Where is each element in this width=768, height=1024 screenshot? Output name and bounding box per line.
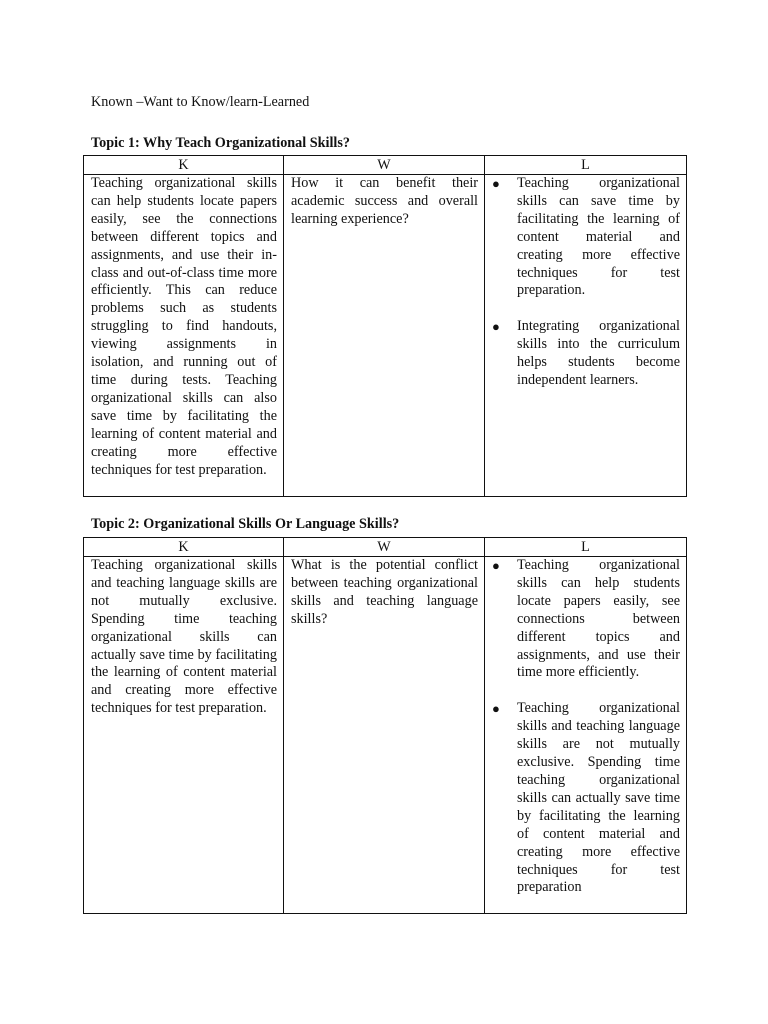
list-item [492, 700, 680, 897]
column-header-learned: L [485, 538, 687, 557]
topic-1-heading: Topic 1: Why Teach Organizational Skills? [91, 135, 350, 151]
list-item-text: Teaching organizational skills can save time by facilitating the learning of content material and creating more effective techniques for test preparation. [517, 175, 680, 299]
table-row [84, 557, 687, 914]
topic-1-kwl-table [83, 155, 687, 497]
table-row [84, 175, 687, 497]
known-cell: Teaching organizational skills and teaching language skills are not mutually exclusive. Spending time teaching organizational skills can actually save time by facilitating the learning of content material and creating more effective techniques for test preparation. [84, 557, 284, 914]
column-header-known: K [84, 156, 284, 175]
column-header-learned: L [485, 156, 687, 175]
list-item-text: Teaching organizational skills and teaching language skills are not mutually exclusive. Spending time teaching organizational skills can actually save time by facilitating the learning of content material and creating more effective techniques for test preparation [517, 700, 680, 896]
list-item [492, 175, 680, 300]
table-header-row [84, 156, 687, 175]
learned-cell [485, 557, 687, 914]
list-item [492, 557, 680, 682]
want-cell: What is the potential conflict between teaching organizational skills and teaching language skills? [284, 557, 485, 914]
learned-cell [485, 175, 687, 497]
learned-list [492, 557, 680, 897]
column-header-want: W [284, 538, 485, 557]
topic-2-heading: Topic 2: Organizational Skills Or Language Skills? [91, 516, 400, 532]
document-title: Known –Want to Know/learn-Learned [91, 94, 310, 110]
list-item [492, 318, 680, 390]
list-item-text: Teaching organizational skills can help students locate papers easily, see connections between different topics and assignments, and use their time more efficiently. [517, 557, 680, 681]
list-item-text: Integrating organizational skills into the curriculum helps students become independent learners. [517, 318, 680, 389]
known-cell: Teaching organizational skills can help students locate papers easily, see the connections between different topics and assignments, and use their in-class and out-of-class time more efficiently. This can reduce problems such as students struggling to find handouts, viewing assignments in isolation, and running out of time during tests. Teaching organizational skills can also save time by facilitating the learning of content material and creating more effective techniques for test preparation. [84, 175, 284, 497]
bullet-icon: ● [492, 701, 500, 717]
column-header-want: W [284, 156, 485, 175]
bullet-icon: ● [492, 176, 500, 191]
learned-list [492, 175, 680, 390]
topic-2-kwl-table [83, 537, 687, 914]
column-header-known: K [84, 538, 284, 557]
bullet-icon: ● [492, 558, 500, 573]
want-cell: How it can benefit their academic success and overall learning experience? [284, 175, 485, 497]
bullet-icon: ● [492, 319, 500, 335]
table-header-row [84, 538, 687, 557]
